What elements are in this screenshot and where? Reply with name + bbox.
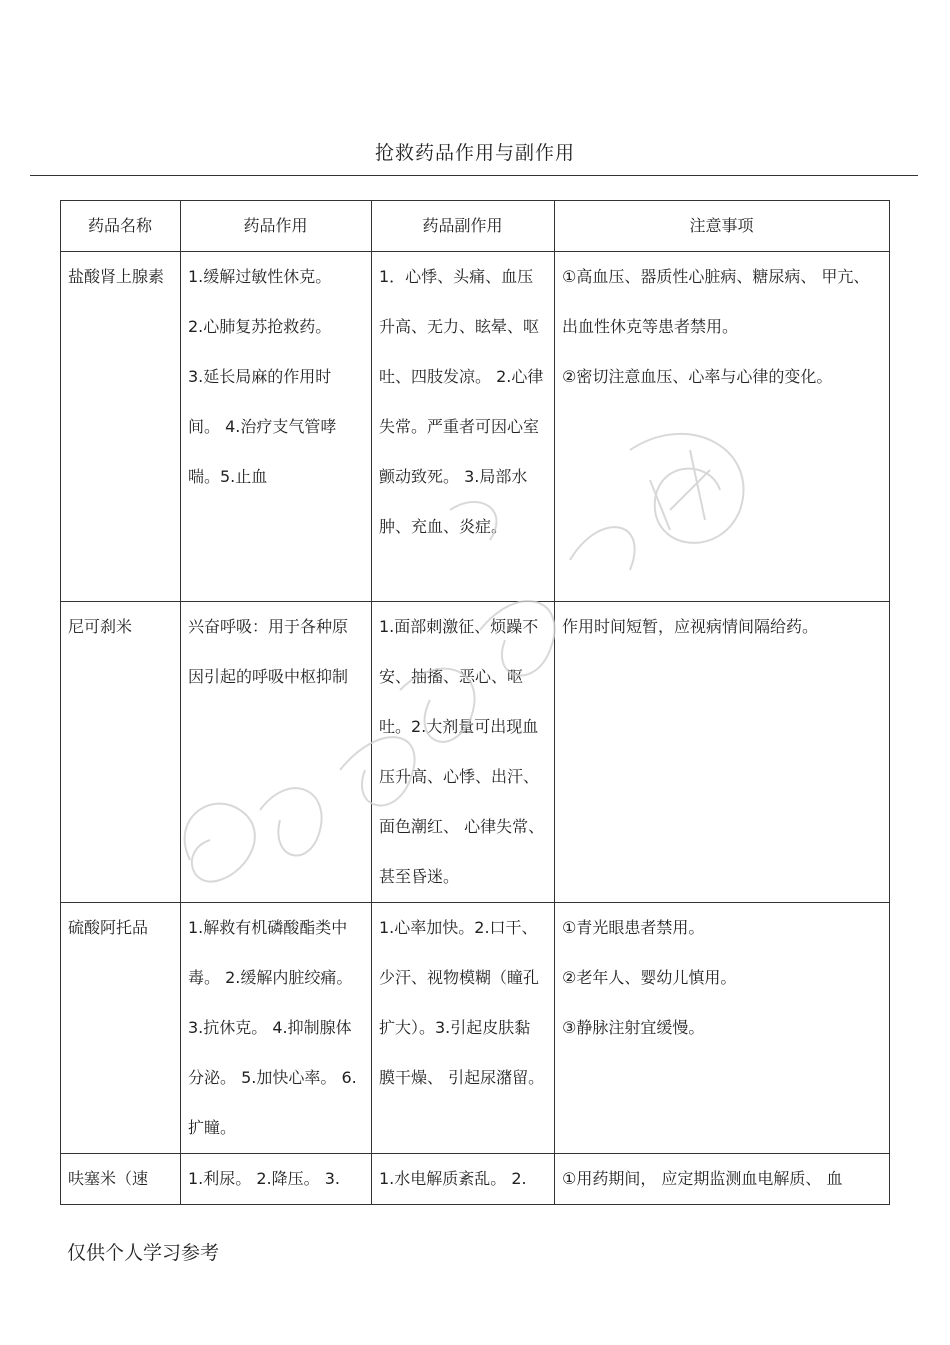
header-drug-name: 药品名称 [61,201,181,252]
drug-name-cell: 呋塞米（速 [61,1154,181,1205]
header-drug-effects: 药品作用 [181,201,372,252]
notes-cell: ①青光眼患者禁用。 ②老年人、婴幼儿慎用。 ③静脉注射宜缓慢。 [555,903,890,1154]
effects-cell: 1.利尿。 2.降压。 3. [181,1154,372,1205]
title-rule [30,175,918,176]
footer-note: 仅供个人学习参考 [67,1242,220,1264]
table-row [61,903,890,1154]
page-title: 抢救药品作用与副作用 [374,142,575,164]
drug-name-cell: 硫酸阿托品 [61,903,181,1154]
drug-name-cell: 盐酸肾上腺素 [61,252,181,602]
notes-cell: 作用时间短暂，应视病情间隔给药。 [555,602,890,903]
drug-name-cell: 尼可刹米 [61,602,181,903]
notes-cell: ①高血压、器质性心脏病、糖尿病、 甲亢、出血性休克等患者禁用。 ②密切注意血压、心率与心律的变化。 [555,252,890,602]
side-effects-cell: 1．心悸、头痛、血压升高、无力、眩晕、呕吐、四肢发凉。 2.心律失常。严重者可因心室颤动致死。 3.局部水肿、充血、炎症。 [372,252,555,602]
table-row [61,252,890,602]
effects-cell: 1.解救有机磷酸酯类中毒。 2.缓解内脏绞痛。 3.抗休克。 4.抑制腺体分泌。 5.加快心率。 6.扩瞳。 [181,903,372,1154]
notes-cell: ①用药期间， 应定期监测血电解质、 血 [555,1154,890,1205]
side-effects-cell: 1.面部刺激征、烦躁不安、抽搐、恶心、呕吐。2.大剂量可出现血压升高、心悸、出汗、面色潮红、 心律失常、甚至昏迷。 [372,602,555,903]
side-effects-cell: 1.心率加快。2.口干、少汗、视物模糊（瞳孔扩大）。3.引起皮肤黏膜干燥、 引起尿潴留。 [372,903,555,1154]
table-header-row [61,201,890,252]
effects-cell: 兴奋呼吸：用于各种原因引起的呼吸中枢抑制 [181,602,372,903]
table-row [61,602,890,903]
table-row [61,1154,890,1205]
effects-cell: 1.缓解过敏性休克。 2.心肺复苏抢救药。 3.延长局麻的作用时间。 4.治疗支气管哮喘。5.止血 [181,252,372,602]
header-drug-side-effects: 药品副作用 [372,201,555,252]
side-effects-cell: 1.水电解质紊乱。 2. [372,1154,555,1205]
drug-table [60,200,890,1205]
header-notes: 注意事项 [555,201,890,252]
